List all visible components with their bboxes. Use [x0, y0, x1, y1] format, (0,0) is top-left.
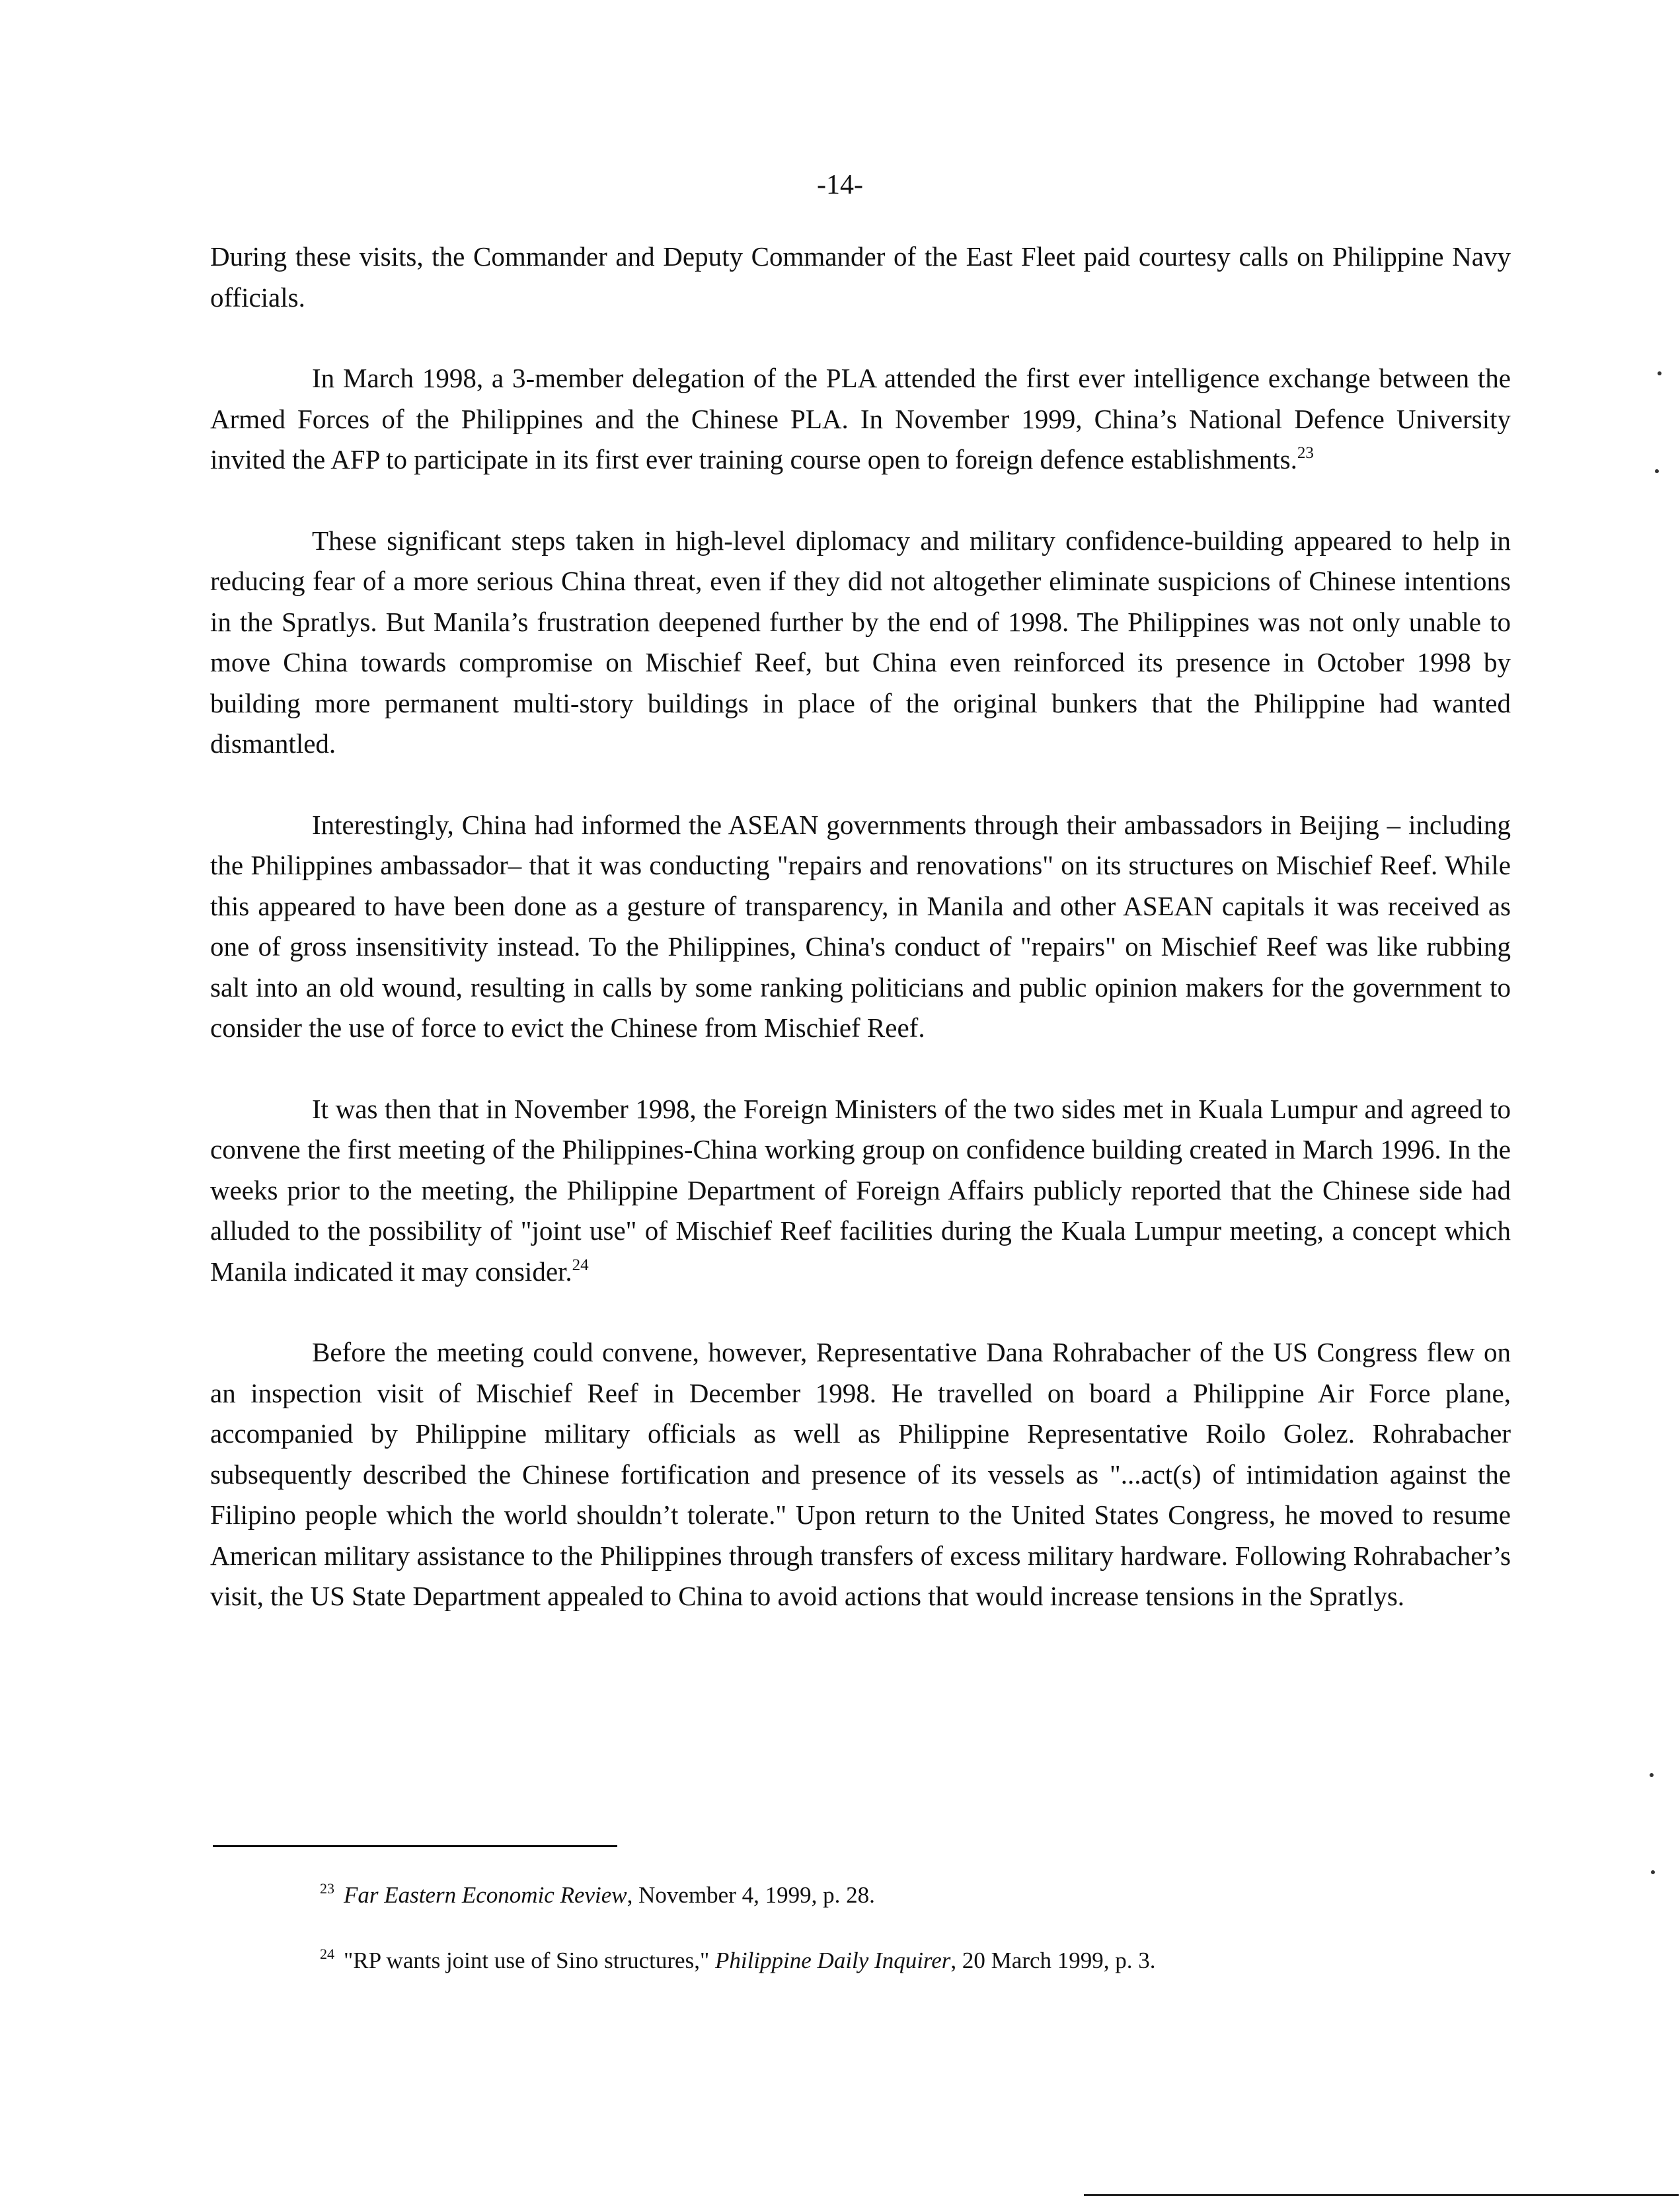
footnotes — [320, 1879, 1443, 2010]
scan-speck — [1651, 1870, 1655, 1874]
footnote-ref-24: 24 — [572, 1256, 589, 1274]
body-text — [210, 237, 1511, 1657]
footnote-24-lead: "RP wants joint use of Sino structures," — [344, 1948, 715, 1973]
footnote-ref-23: 23 — [1297, 444, 1314, 462]
paragraph-5 — [210, 1089, 1511, 1293]
paragraph-3-text: These significant steps taken in high-level diplomacy and military confidence-building appeared to help in reducing fear of a more serious China threat, even if they did not altogether eliminate suspicions of Chinese intentions in the Spratlys. But Manila’s frustration deepened further by the end of 1998. The Philippines was not only unable to move China towards compromise on Mischief Reef, but China even reinforced its presence in October 1998 by building more permanent multi-story buildings in place of the original bunkers that the Philippine had wanted dismantled. — [210, 525, 1511, 759]
footnote-24-source: Philippine Daily Inquirer — [714, 1948, 951, 1973]
paragraph-2 — [210, 358, 1511, 480]
page-number: -14- — [817, 170, 863, 200]
footnote-23-rest: , November 4, 1999, p. 28. — [627, 1882, 875, 1908]
scan-speck — [1658, 371, 1661, 375]
paragraph-4-text: Interestingly, China had informed the ASEAN governments through their ambassadors in Beijing – including the Philippines ambassador– that it was conducting "repairs and renovations" on its structures on Mischief Reef. While this appeared to have been done as a gesture of transparency, in Manila and other ASEAN capitals it was received as one of gross insensitivity instead. To the Philippines, China's conduct of "repairs" on Mischief Reef was like rubbing salt into an old wound, resulting in calls by some ranking politicians and public opinion makers for the government to consider the use of force to evict the Chinese from Mischief Reef. — [210, 809, 1511, 1043]
paragraph-6 — [210, 1332, 1511, 1617]
footnote-23-mark: 23 — [320, 1880, 334, 1897]
scan-speck — [1655, 469, 1659, 473]
paragraph-1-text: During these visits, the Commander and Deputy Commander of the East Fleet paid courtesy calls on Philippine Navy officials. — [210, 241, 1511, 313]
footnote-23 — [320, 1879, 1443, 1912]
paragraph-3 — [210, 521, 1511, 765]
footnote-separator — [213, 1845, 617, 1847]
footnote-23-source: Far Eastern Economic Review — [344, 1882, 627, 1908]
paragraph-6-text: Before the meeting could convene, however, Representative Dana Rohrabacher of the US Congress flew on an inspection visit of Mischief Reef in December 1998. He travelled on board a Philippine Air Force plane, accompanied by Philippine military officials as well as Philippine Representative Roilo Golez. Rohrabacher subsequently described the Chinese fortification and presence of its vessels as "...act(s) of intimidation against the Filipino people which the world shouldn’t tolerate." Upon return to the United States Congress, he moved to resume American military assistance to the Philippines through transfers of excess military hardware. Following Rohrabacher’s visit, the US State Department appealed to China to avoid actions that would increase tensions in the Spratlys. — [210, 1337, 1511, 1611]
footnote-24 — [320, 1944, 1443, 1977]
scan-edge-line — [1084, 2194, 1679, 2196]
paragraph-4 — [210, 805, 1511, 1049]
paragraph-5-text: It was then that in November 1998, the Foreign Ministers of the two sides met in Kuala Lumpur and agreed to convene the first meeting of the Philippines-China working group on confidence building created in March 1996. In the weeks prior to the meeting, the Philippine Department of Foreign Affairs publicly reported that the Chinese side had alluded to the possibility of "joint use" of Mischief Reef facilities during the Kuala Lumpur meeting, a concept which Manila indicated it may consider. — [210, 1093, 1511, 1287]
footnote-24-mark: 24 — [320, 1946, 334, 1962]
scan-speck — [1650, 1773, 1654, 1777]
footnote-24-rest: , 20 March 1999, p. 3. — [950, 1948, 1156, 1973]
paragraph-1 — [210, 237, 1511, 318]
paragraph-2-text: In March 1998, a 3-member delegation of the PLA attended the first ever intelligence exchange between the Armed Forces of the Philippines and the Chinese PLA. In November 1999, China’s National Defence University invited the AFP to participate in its first ever training course open to foreign defence establishments. — [210, 363, 1511, 474]
